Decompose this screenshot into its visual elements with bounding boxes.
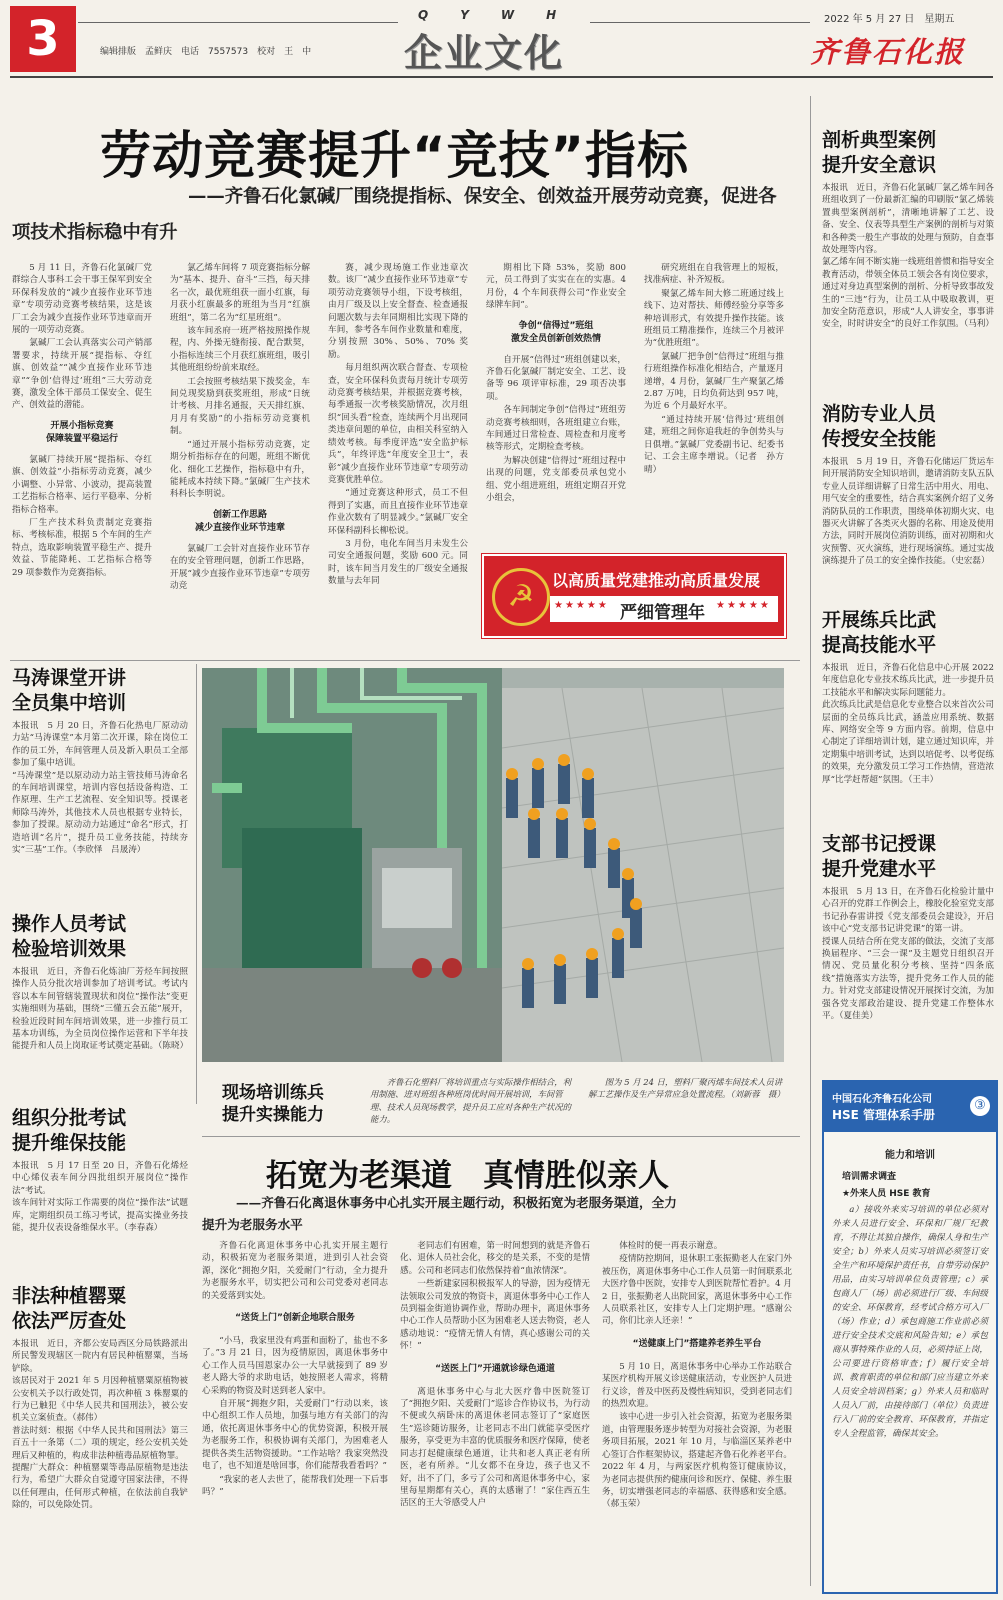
lead-subhead-1: 开展小指标竞赛 保障装置平稳运行 xyxy=(45,420,118,444)
paragraph: 一些新建家园积极报军人的导游，因为疫情无法领取公司发放的物资卡，离退休事务中心工作人员到福金街道协调作业，帮助办理卡，离退休事务中心工作人员帮助小区为困难老人送去物资，老人感动地说：“疫情无情人有情，真心感谢公司的关怀！” xyxy=(400,1279,590,1352)
lead-bottom-rule xyxy=(10,660,800,661)
paragraph: 3 月份，电化车间当月未发生公司安全通报问题，奖励 600 元。同时，该车间当月发生的厂级安全通报数量与去年同 xyxy=(328,538,468,587)
hse-header-line1: 中国石化齐鲁石化公司 xyxy=(832,1094,932,1105)
lead-column-3 xyxy=(328,262,468,662)
hse-badge: ③ xyxy=(970,1096,990,1116)
retiree-top-rule xyxy=(202,1136,800,1137)
paragraph: 厂生产技术科负责制定竞赛指标、考核标准，根据 5 个车间的生产特点，选取影响装置平稳生产、提升效益、节能降耗、工艺指标合格等 29 项参数作为竞赛指标。 xyxy=(12,517,152,578)
section-pinyin: Q Y W H xyxy=(418,8,567,22)
brief-title: 马涛课堂开讲 全员集中培训 xyxy=(12,667,127,714)
party-banner xyxy=(482,554,786,638)
paragraph: 期相比下降 53%，奖励 800 元，员工得到了实实在在的实惠。4 月份，4 个车间获得公司“作业安全绿牌车间”。 xyxy=(486,263,626,311)
page-number: 3 xyxy=(26,11,60,67)
left-briefs xyxy=(12,666,188,1584)
paragraph: 5 月 10 日，离退休事务中心举办工作站联合某医疗机构开展义诊送健康活动，专业医护人员进行义诊，普及中医药及慢性病知识，受到老同志们的热烈欢迎。 xyxy=(602,1361,792,1410)
brief-body: 本报讯 近日，齐都公安局西区分局铁路派出所民警发现辖区一院内有居民种植罂粟，当场铲除。 该居民对于 2021 年 5 月因种植罂粟原植物被公安机关予以行政处罚，再次种植 3 株罂粟的行为已触犯《中华人民共和国刑法》，被公安机关立案侦查。（郝伟） 普法时刻：根据《中华人民共和国刑法》第三百五十一条第（二）项的规定，经公安机关处理后又种植的，构成非法种植毒品原植物罪。 提醒广大群众：种植罂粟等毒品原植物是违法行为，希望广大群众自觉遵守国家法律，不得以任何理由，任何形式种植，在依法前自我铲除的，可以免除处罚。 xyxy=(12,1339,188,1511)
paragraph: 自开展“信得过”班组创建以来，齐鲁石化氯碱厂制定安全、工艺、设备等 96 项评审标准，29 项否决事项。 xyxy=(486,354,626,402)
brief-4 xyxy=(12,1284,188,1584)
paragraph: 疫情防控期间，退休职工张振勤老人在家门外被压伤，离退休事务中心工作人员第一时间联系北大医疗鲁中医院，安排专人到医院帮忙看护。4 月 2 日，张振勤老人出院回家，离退休事务中心工作人员联系社区，安排专人上门定期护理。“感谢公司，你们比亲人还亲！” xyxy=(602,1254,792,1327)
lead-subtitle-1: ——齐鲁石化氯碱厂围绕提指标、保安全、创效益开展劳动竞赛，促进各 xyxy=(188,186,777,207)
paragraph: 氯乙烯车间将 7 项竞赛指标分解为“基本、提升、奋斗”三挡，每天排名一次，最优班组获一面小红旗，每月获小红旗最多的班组为当月“红旗班组”，第二名为“红星班组”。 xyxy=(170,263,310,323)
retiree-subhead-2: “送医上门”开通就诊绿色通道 xyxy=(435,1363,555,1374)
hse-section-title: 能力和培训 xyxy=(885,1150,935,1161)
right-brief-4 xyxy=(822,832,994,1072)
brief-body: 本报讯 5 月 19 日，齐鲁石化储运厂货运车间开展消防安全知识培训，邀请消防支队五队专业人员详细讲解了日常生活中用火、用电、用气安全的重要性，结合真实案例介绍了义务消防队员的工作职责，围绕单体初期火灾、电器灭火讲解了各类灭火器的名称、用途及使用方法，同时开展岗位消防训练，面对初期和火灾预警、灭火演练，进行现场演练。通过实战演练提升了员工的安全操作技能。（史宏磊） xyxy=(822,457,994,567)
star-row-right-icon: ★★★★★ xyxy=(716,600,771,611)
brief-title: 支部书记授课 提升党建水平 xyxy=(822,833,937,880)
brief-title: 非法种植罂粟 依法严厉查处 xyxy=(12,1285,127,1332)
star-row-left-icon: ★★★★★ xyxy=(554,600,609,611)
hse-body: a）接收外来实习培训的单位必须对外来人员进行安全、环保和厂规厂纪教育，不得让其独自操作，确保人身和生产安全；b）外来人员实习培训必须签订安全生产和环境保护责任书，自带劳动保护用品，由实习培训单位负责管理；c）承包商人厂（场）前必须进行厂级、车间级的安全、环保教育，经考试合格方可入厂（场）作业；d）承包商施工作业前必须进行安全技术交底和风险告知；e）承包商从事特殊作业的人员，必须持证上岗，公司要进行资格审查；f）履行安全培训、教育职责的单位和部门应当建立外来人员安全培训档案；g）外来人员和临时人员入厂前，由接待部门（单位）负责进行入厂前的安全教育、环保教育，并指定专人全程监管，确保其安全。 xyxy=(832,1205,988,1439)
lead-column-1 xyxy=(12,262,152,662)
paragraph: 聚氯乙烯车间大修二班通过线上线下、边对帮扶、师傅经验分享等多种培训形式，有效提升操作技能。该班组员工精准操作，连续三个月被评为“优胜班组”。 xyxy=(644,288,784,349)
right-brief-2 xyxy=(822,402,994,602)
party-banner-strip xyxy=(550,596,778,622)
issue-date: 2022 年 5 月 27 日 星期五 xyxy=(824,14,955,25)
brief-title: 剖析典型案例 提升安全意识 xyxy=(822,129,937,176)
brief-body: 本报讯 5 月 20 日，齐鲁石化热电厂原动动力站“马涛课堂”本月第二次开课，除在岗位工作的员工外，车间管理人员及新入职员工全部参加了集中培训。 “马涛课堂”是以原动动力站主管技师马涛命名的车间培训课堂，培训内容包括设备构造、工作原理、生产工艺流程、安全知识等。授课老师除马涛外，其他技术人员也根据专业特长，参加了授课。原动动力站通过“命名”形式，打造培训“名片”，提升员工业务技能，持续夯实“三基”工作。（李欣怿 吕晟涛） xyxy=(12,721,188,856)
brief-title: 组织分批考试 提升维保技能 xyxy=(12,1107,127,1154)
paragraph: 该中心进一步引入社会资源，拓宽为老服务渠道，由管理服务逐步转型为对接社会资源，为老服务项目拓展，2021 年 10 月，与临淄区某养老中心签订合作框架协议，搭建起齐鲁石化养老平台。2022 年 4 月，与两家医疗机构签订健康协议，为老同志提供预约健康问诊和医疗、保健、养生服务，切实增强老同志的幸福感、获得感和安全感。（郝玉荣） xyxy=(602,1412,792,1510)
retiree-column-1 xyxy=(202,1240,388,1588)
paragraph: “通过竞赛这种形式，员工不但得到了实惠，而且直接作业环节违章作业次数有了明显减少。”氯碱厂安全环保科副科长柳松说。 xyxy=(328,488,468,536)
retiree-column-3 xyxy=(602,1240,792,1588)
page-number-box xyxy=(10,6,76,72)
paragraph: 氯碱厂把争创“信得过”班组与推行班组操作标准化相结合，产量逐月递增，4 月份，氯碱厂生产聚氯乙烯 2.87 万吨，日均负荷达到 957 吨，为近 6 个月最好水平。 xyxy=(644,351,784,412)
brief-1 xyxy=(12,666,188,906)
paragraph: 赛，减少现场施工作业违章次数。该厂“减少直接作业环节违章”专项劳动竞赛领导小组，下设考核组，由月厂级及以上安全督查、检查通报问题次数与去年同期相比实现下降的车间，参考各车间作业数量和难度，分别按照 30%、50%、70% 奖励。 xyxy=(328,263,468,360)
paragraph: “我家的老人去世了，能帮我们处理一下后事吗？” xyxy=(202,1474,388,1497)
photo-caption-text-1: 齐鲁石化塑料厂将培训重点与实际操作相结合，利用制施、进对班组各种班岗优时间开展培训，车间管理、技术人员现场教学，提升员工应对各种生产状况的能力。 xyxy=(370,1077,572,1125)
column-rule-left xyxy=(196,664,197,1104)
hse-point-title: ★外来人员 HSE 教育 xyxy=(842,1189,931,1199)
brief-body: 本报讯 近日，齐鲁石化炼油厂芳烃车间按照操作人员分批次培训参加了培训考试。考试内容以本车间管辖装置现状和岗位“操作法”变更实施细则为基础，围绕“三懂五会五能”展开，检验近段时间车间培训效果，进一步推行员工基本功训练，为全员岗位操作运营和下半年技能提升和人员上岗取证考试奠定基础。（陈晓） xyxy=(12,967,188,1052)
editor-line: 编辑排版 孟鲜庆 电话 7557573 校对 王 中 xyxy=(100,47,312,57)
paragraph: 5 月 11 日，齐鲁石化氯碱厂党群综合人事科工会干事王保军到安全环保科发放的“减少直接作业环节违章”专项劳动竞赛考核结果，这是该厂工会为减少直接作业环节违章而开展的一项劳动竞赛。 xyxy=(12,263,152,336)
paragraph: 研究班组在自我管理上的短板，找准病症、补齐短板。 xyxy=(644,263,784,286)
retiree-subtitle-1: ——齐鲁石化离退休事务中心扎实开展主题行动，积极拓宽为老服务渠道，全力 xyxy=(236,1195,677,1210)
party-emblem-icon: ☭ xyxy=(492,568,550,626)
brief-2 xyxy=(12,912,188,1102)
lead-column-4 xyxy=(486,262,626,546)
paragraph: 自开展“拥抱夕阳，关爱耐门”行动以来，该中心组织工作人员地，加强与地方有关部门的沟通，依托离退休事务中心的优势资源，积极开展为老服务工作，积极协调有关部门，为困难老人提供各类生活物资援助。“工作站啥？我家突然没电了，也不知道是啥回事，你们能帮我看看吗？” xyxy=(202,1399,388,1472)
section-title: 企业文化 xyxy=(404,31,565,75)
brief-body: 本报讯 近日，齐鲁石化信息中心开展 2022 年度信息化专业技术练兵比武，进一步提升员工技能水平和解决实际问题能力。 此次练兵比武是信息化专业整合以来首次公司层面的全员练兵比武，涵盖应用系统、数据库、网络安全等 9 方面内容。前期，信息中心制定了详细培训计划，建立通过知识库，并定期集中培训考试，达到以培促考、以考促练的效果，充分激发员工学习工作热情，营造浓厚“比学赶帮超”氛围。（王丰） xyxy=(822,663,994,785)
brief-title: 操作人员考试 检验培训效果 xyxy=(12,913,127,960)
brief-title: 消防专业人员 传授安全技能 xyxy=(822,403,937,450)
paragraph: 离退休事务中心与北大医疗鲁中医院签订了“拥抱夕阳、关爱耐门”巡诊合作协议书，为行动不便或久病卧床的离退休老同志签订了“家庭医生”巡诊随访服务，让老同志不出门就能享受医疗服务，享受更为丰富的优质服务和医疗保障，使老同志打起健康绿色通道，让共和老人真正老有所医，老有所养。“儿女都不在身边，孩子也又不好，出不了门，多亏了公司和离退休事务中心，家里每星期都有关心，真的太感谢了！”家住西五生活区的王大爷感受人户 xyxy=(400,1386,590,1509)
party-banner-sub: 严细管理年 xyxy=(620,603,705,623)
brief-body: 本报讯 近日，齐鲁石化氯碱厂氯乙烯车间各班组收到了一份最新汇编的印刷版“氯乙烯装置典型案例剖析”，清晰地讲解了工艺、设备、安全、仪表等具型生产案例的剖析与对策和各种类一般生产事故的处理与预防，自查事故处理等内容。 氯乙烯车间不断实施一线班组普惯和指导安全教育活动，带领全体员工领会各有岗位要求，通过对身边真型案例的剖析、分析导致事故发生的“三违”行为，让员工从中吸取教训，更加安全防范意识，形成“人人讲安全，事事讲安全，时时讲安全”的良好工作氛围。（马利） xyxy=(822,183,994,330)
lead-subhead-3: 争创“信得过”班组 激发全员创新创效热情 xyxy=(510,320,601,344)
party-banner-slogan: 以高质量党建推动高质量发展 xyxy=(552,571,761,590)
paragraph: 氯碱厂工会认真落实公司产销部署要求，持续开展“提指标、夺红旗、创效益”“减少直接作业环节违章”“争创‘信得过’班组”三大劳动竞赛，激发全体干部员工保安全、促生产、创效益的潜能。 xyxy=(12,338,152,411)
paragraph: “通过持续开展‘信得过’班组创建，班组之间你追我赶的争创势头与日俱增。”氯碱厂党委副书记、纪委书记、工会主席李增说。（记者 孙方晴） xyxy=(644,414,784,475)
right-briefs xyxy=(822,128,994,1072)
paper-name-logo: 齐鲁石化报 xyxy=(810,35,966,69)
photo-caption-title-1: 现场培训练兵 xyxy=(222,1083,324,1103)
retiree-column-2 xyxy=(400,1240,590,1588)
photo-caption-title xyxy=(222,1082,324,1126)
paragraph: 为解决创建“信得过”班组过程中出现的问题，党支部委员承包党小组、党小组进班组，班组定期召开党小组会， xyxy=(486,455,626,504)
retiree-headline: 拓宽为老渠道 真情胜似亲人 xyxy=(266,1158,669,1194)
paragraph: 各车间制定争创“信得过”班组劳动竞赛考核细则，各班组建立台账，车间通过日常检查、周检查和月度考核等形式，定期检查考核。 xyxy=(486,405,626,453)
masthead-top-rule xyxy=(78,22,398,23)
paragraph: “小马，我家里没有鸡蛋和面粉了，盐也不多了。”3 月 21 日，因为疫情原因，离退休事务中心工作人员马国恩家办公一大早就接到了 89 岁老人路大爷的求助电话，她按照老人需求，将精心采购的物资及时送到老人家中。 xyxy=(202,1336,388,1396)
retiree-subhead-1: “送货上门”创新企地联合服务 xyxy=(235,1313,355,1324)
brief-body: 本报讯 5 月 13 日，在齐鲁石化检验计量中心召开的党群工作例会上，橡胶化验室党支部书记孙春雷讲授《党支部委员会建设》，开启该中心“党支部书记讲党课”的第一讲。 授课人员结合所在党支部的做法，交流了支部换届程序、“三会一课”及主题党日组织召开情况、党员量化积分考核、坚持“四条底线”措施落实方法等，提升党务工作人员的能力。针对党支部建设情况开展探讨交流，为加强各党支部政治建设、提升党建工作整体水平。（夏佳美） xyxy=(822,887,994,1022)
masthead-top-rule-right xyxy=(590,22,810,23)
masthead-bottom-rule xyxy=(10,76,993,78)
brief-3 xyxy=(12,1106,188,1278)
hse-sub-title: 培训需求调查 xyxy=(842,1172,897,1182)
lead-subhead-2: 创新工作思路 减少直接作业环节违章 xyxy=(194,509,285,533)
brief-title: 开展练兵比武 提高技能水平 xyxy=(822,609,937,656)
paragraph: 氯碱厂工会针对直接作业环节存在的安全管理问题，创新工作思路，开展“减少直接作业环节违章”专项劳动竞 xyxy=(170,543,310,591)
paragraph: 该车间丞府一班严格按照操作规程，内、外操无缝衔接、配合默契，小指标连续三个月获红旗班组，吸引其他班组纷纷前来取经。 xyxy=(170,326,310,374)
retiree-subtitle-2: 提升为老服务水平 xyxy=(202,1217,303,1232)
paragraph: 体检时的便一再表示谢意。 xyxy=(619,1241,723,1251)
hse-header xyxy=(824,1082,996,1132)
lead-headline: 劳动竞赛提升“竞技”指标 xyxy=(100,127,690,186)
paragraph: 齐鲁石化离退休事务中心扎实开展主题行动，积极拓宽为老服务渠道，进到引人社会资源，深化“拥抱夕阳，关爱耐门”行动，全力提升为老服务水平，切实把公司和公司党委对老同志的关爱落到实处。 xyxy=(202,1241,388,1301)
column-rule-right xyxy=(810,96,811,1586)
photo-caption-text-2: 图为 5 月 24 日，塑料厂聚丙烯车间技术人员讲解工艺操作及生产异常应急处置流程。（刘新蓉 摄） xyxy=(588,1077,785,1100)
hse-header-line2: HSE 管理体系手册 xyxy=(832,1108,936,1122)
lead-column-2 xyxy=(170,262,310,662)
paragraph: “通过开展小指标劳动竞赛，定期分析指标存在的问题，班组不断优化、细化工艺操作，指标稳中有升，能耗成本持续下降。”氯碱厂生产技术科科长李明说。 xyxy=(170,439,310,500)
paragraph: 老同志们有困难，第一时间想到的就是齐鲁石化、退休人员社会化，移交的是关系，不变的是情感。公司和老同志们依然保持着“血浓情深”。 xyxy=(400,1241,590,1276)
lead-subtitle-2: 项技术指标稳中有升 xyxy=(12,222,178,243)
hse-manual-box xyxy=(822,1080,998,1594)
photo-caption-title-2: 提升实操能力 xyxy=(222,1105,324,1125)
paragraph: 每月组织两次联合督查、专项检查，安全环保科负责每月统计专项劳动竞赛考核结果，并根据竞赛考核，每季通报一次考核奖励情况，次月组织“回头看”检查，连续两个月出现同类违章问题的单位，由相关科室纳入绩效考核。每季度评选“安全监护标兵”，年终评选“年度安全卫士”，表彰“减少直接作业环节违章”专项劳动竞赛优胜单位。 xyxy=(328,363,468,485)
lead-column-5 xyxy=(644,262,784,546)
training-photo xyxy=(202,668,784,1062)
paragraph: 工会按照考核结果下拨奖金，车间兑现奖励到获奖班组，形成“日统计考核、月排名通报，天天排红旗、月月有奖励”的小指标劳动竞赛机制。 xyxy=(170,376,310,437)
right-brief-1 xyxy=(822,128,994,394)
retiree-subhead-3: “送健康上门”搭建养老养生平台 xyxy=(632,1338,762,1349)
paragraph: 氯碱厂持续开展“提指标、夺红旗、创效益”小指标劳动竞赛，减少小调整、小异常、小波动，提高装置工艺指标合格率、运行平稳率、分析指标合格率。 xyxy=(12,454,152,515)
training-photo-illustration xyxy=(202,668,784,1062)
brief-body: 本报讯 5 月 17 日至 20 日，齐鲁石化烯烃中心烯仪表车间分四批组织开展岗位“操作法”考试。 该车间针对实际工作需要的岗位“操作法”试题库，定期组织员工练习考试，提高实操业务技能，提升仪表设备维保水平。（李春森） xyxy=(12,1161,188,1234)
right-brief-3 xyxy=(822,608,994,826)
